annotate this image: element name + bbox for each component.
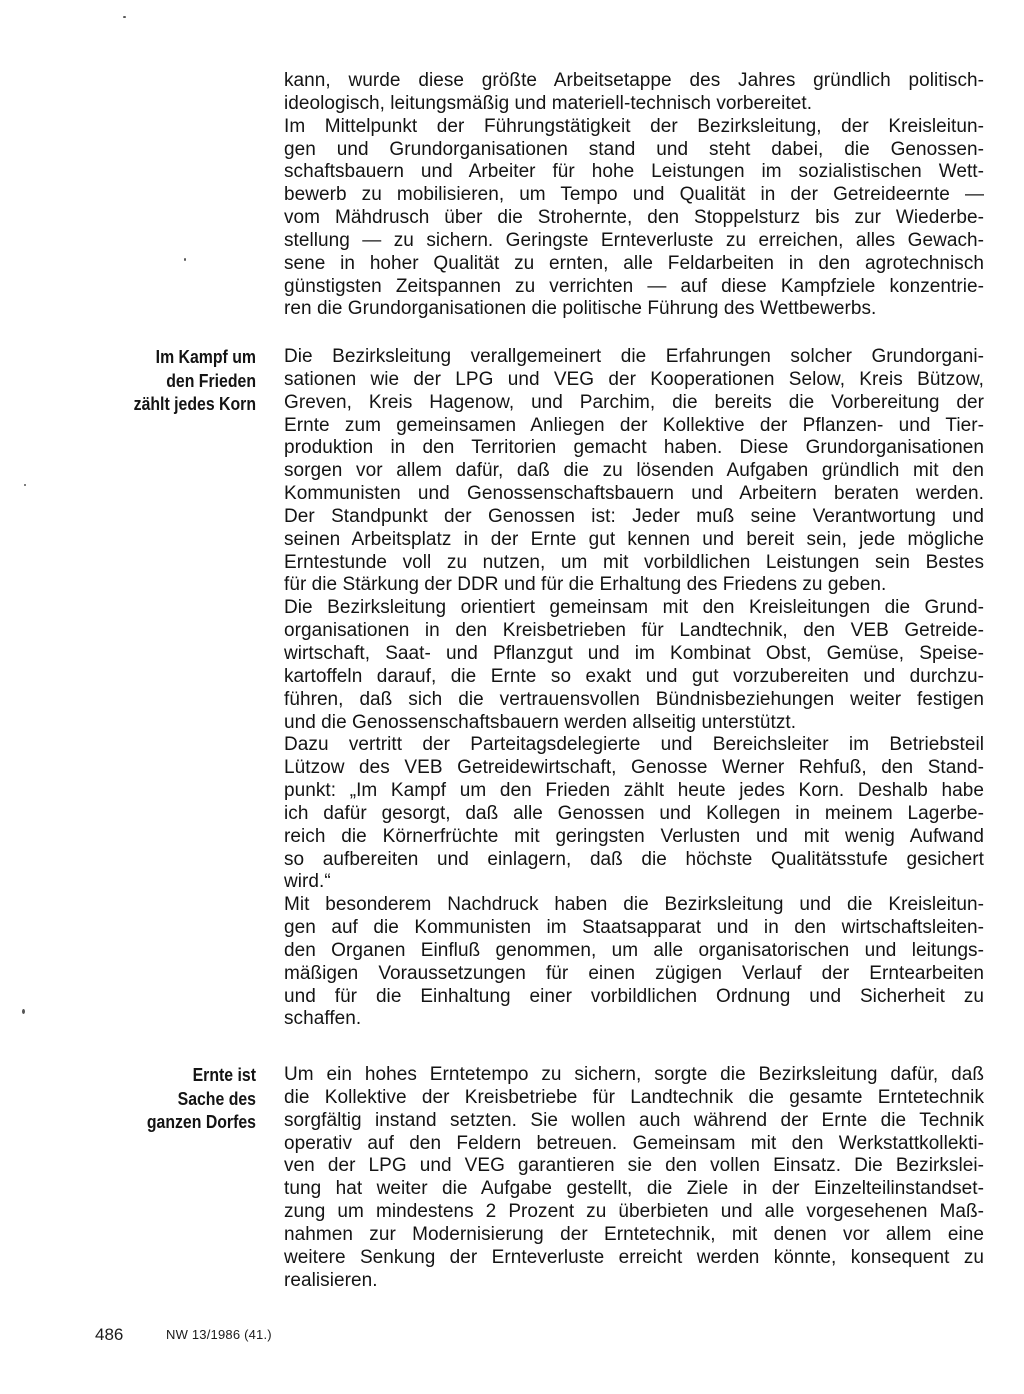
body-line: punkt: „Im Kampf um den Frieden zählt heute jedes Korn. Deshalb habe [284,780,984,802]
body-line: Lützow des VEB Getreidewirtschaft, Genosse Werner Rehfuß, den Stand- [284,757,984,779]
body-line: ich dafür gesorgt, daß alle Genossen und Kollegen in meinem Lagerbe- [284,802,984,824]
body-line: kann, wurde diese größte Arbeitsetappe des Jahres gründlich politisch- [284,70,984,91]
body-line: Erntestunde voll zu nutzen, um mit vorbildlichen Leistungen sein Bestes [284,551,984,573]
body-line: Um ein hohes Erntetempo zu sichern, sorgte die Bezirksleitung dafür, daß [284,1064,984,1085]
body-line: die Kollektive der Kreisbetriebe für Landtechnik die gesamte Erntetechnik [284,1086,984,1108]
article-body-section-3 [284,1064,984,1292]
body-line: sorgfältig instand setzten. Sie wollen auch während der Ernte die Technik [284,1109,984,1131]
scan-speck [184,258,186,261]
body-line: Der Standpunkt der Genossen ist: Jeder muß seine Verantwortung und [284,505,984,527]
body-line: Kommunisten und Genossenschaftsbauern und Arbeitern beraten werden. [284,483,984,505]
body-line: führen, daß sich die vertrauensvollen Bündnisbeziehungen weiter festigen [284,688,984,710]
body-line: Die Bezirksleitung verallgemeinert die Erfahrungen solcher Grundorgani- [284,346,984,367]
body-line: weitere Senkung der Ernteverluste erreicht werden könnte, konsequent zu [284,1246,984,1268]
margin-heading-2 [119,1064,256,1135]
body-line: Ernte zum gemeinsamen Anliegen der Kollektive der Pflanzen- und Tier- [284,414,984,436]
body-line: reich die Körnerfrüchte mit geringsten Verlusten und mit wenig Aufwand [284,825,984,847]
heading-line: Im Kampf um [155,347,256,367]
scan-speck [123,16,126,18]
body-line: sene in hoher Qualität zu ernten, alle Feldarbeiten in den agrotechnisch [284,252,984,274]
body-line: tung hat weiter die Aufgabe gestellt, die Ziele in der Einzelteilinstandset- [284,1178,984,1200]
body-line: Mit besonderem Nachdruck haben die Bezirksleitung und die Kreisleitun- [284,894,984,916]
body-line: sorgen vor allem dafür, daß die zu lösenden Aufgaben gründlich mit den [284,460,984,482]
body-line: gen auf die Kommunisten im Staatsapparat und in den wirtschaftsleiten- [284,917,984,939]
heading-line: Sache des [177,1088,256,1109]
scan-speck [24,484,26,486]
article-body-section-2 [284,346,984,1031]
body-line: und für die Einhaltung einer vorbildlichen Ordnung und Sicherheit zu [284,985,984,1007]
body-line: Im Mittelpunkt der Führungstätigkeit der Bezirksleitung, der Kreisleitun- [284,115,984,137]
source-reference: NW 13/1986 (41.) [166,1327,272,1342]
body-line: operativ auf den Feldern betreuen. Gemeinsam mit den Werkstattkollekti- [284,1132,984,1154]
body-line: Greven, Kreis Hagenow, und Parchim, die bereits die Vorbereitung der [284,391,984,413]
body-line: mäßigen Voraussetzungen für einen zügigen Verlauf der Erntearbeiten [284,962,984,984]
body-line: und die Genossenschaftsbauern werden allseitig unterstützt. [284,711,797,733]
body-line: zung um mindestens 2 Prozent zu überbieten und alle vorgesehenen Maß- [284,1201,984,1223]
body-line: sationen wie der LPG und VEG der Kooperationen Selow, Kreis Bützow, [284,368,984,390]
body-line: so aufbereiten und einlagern, daß die höchste Qualitätsstufe gesichert [284,848,984,870]
body-line: kartoffeln darauf, die Ernte so exakt und gut vorzubereiten und durchzu- [284,665,984,687]
margin-heading-1 [119,346,256,417]
body-line: bewerb zu mobilisieren, um Tempo und Qualität in der Getreideernte — [284,184,984,206]
body-line: für die Stärkung der DDR und für die Erhaltung des Friedens zu geben. [284,574,887,596]
body-line: wirtschaft, Saat- und Pflanzgut und im Kombinat Obst, Gemüse, Speise- [284,642,984,664]
body-line: Dazu vertritt der Parteitagsdelegierte und Bereichsleiter im Betriebsteil [284,734,984,756]
body-line: seinen Arbeitsplatz in der Ernte gut kennen und bereit sein, jede mögliche [284,528,984,550]
body-line: realisieren. [284,1269,378,1291]
body-line: ideologisch, leitungsmäßig und materiell-technisch vorbereitet. [284,92,813,114]
body-line: Die Bezirksleitung orientiert gemeinsam mit den Kreisleitungen die Grund- [284,597,984,619]
body-line: wird.“ [284,871,331,893]
article-body-section-1 [284,70,984,321]
body-line: schaffen. [284,1008,362,1030]
body-line: produktion in den Territorien gemacht haben. Diese Grundorganisationen [284,437,984,459]
heading-line: den Frieden [166,370,256,391]
body-line: vom Mähdrusch über die Strohernte, den Stoppelsturz bis zur Wiederbe- [284,207,984,229]
body-line: gen und Grundorganisationen stand und steht dabei, die Genossen- [284,138,984,160]
body-line: schaftsbauern und Arbeiter für hohe Leistungen im sozialistischen Wett- [284,161,984,183]
body-line: ren die Grundorganisationen die politische Führung des Wettbewerbs. [284,298,877,320]
body-line: günstigsten Zeitspannen zu verrichten — auf diese Kampfziele konzentrie- [284,275,984,297]
page-number: 486 [95,1325,124,1344]
scan-speck [22,1009,25,1014]
body-line: ven der LPG und VEG garantieren sie den vollen Einsatz. Die Bezirkslei- [284,1155,984,1177]
heading-line: zählt jedes Korn [133,394,256,414]
body-line: nahmen zur Modernisierung der Erntetechnik, mit denen vor allem eine [284,1223,984,1245]
heading-line: ganzen Dorfes [146,1112,256,1132]
body-line: organisationen in den Kreisbetrieben für Landtechnik, den VEB Getreide- [284,620,984,642]
body-line: stellung — zu sichern. Geringste Ernteverluste zu erreichen, alles Gewach- [284,229,984,251]
body-line: den Organen Einfluß genommen, um alle organisatorischen und leitungs- [284,939,984,961]
heading-line: Ernte ist [192,1065,256,1085]
